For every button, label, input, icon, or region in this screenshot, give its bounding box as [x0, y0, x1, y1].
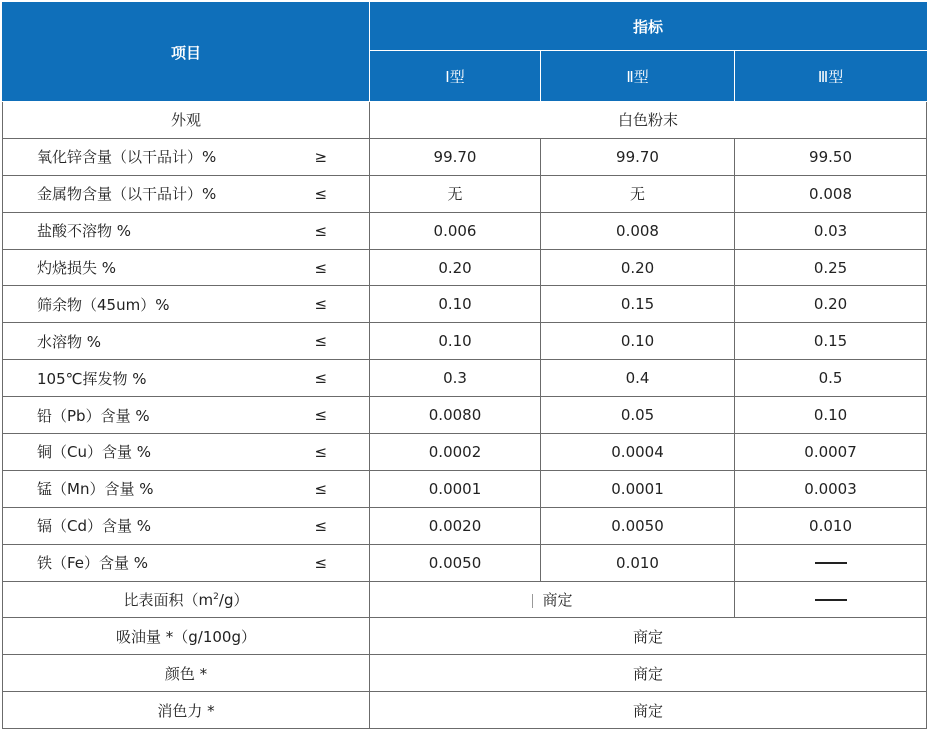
- row-name: 铁（Fe）含量 %: [3, 544, 303, 581]
- row-value-type-2: 0.15: [541, 286, 735, 323]
- row-operator: ≥: [303, 138, 370, 175]
- row-value-type-1: 0.0080: [370, 397, 541, 434]
- row-value-type-1: 0.20: [370, 249, 541, 286]
- row-value-type-1: 0.0001: [370, 470, 541, 507]
- table-row: [3, 360, 927, 397]
- table-row: [3, 470, 927, 507]
- row-value-type-3: 0.10: [735, 397, 927, 434]
- row-value-type-2: 0.0050: [541, 507, 735, 544]
- row-value-type-2: 0.010: [541, 544, 735, 581]
- table-row: [3, 175, 927, 212]
- row-value-type-1: 0.0050: [370, 544, 541, 581]
- row-value-type-2: 0.4: [541, 360, 735, 397]
- not-applicable-dash: [815, 562, 847, 564]
- row-value-type-1: 0.006: [370, 212, 541, 249]
- row-value-type-2: 99.70: [541, 138, 735, 175]
- row-value-type-3: 0.5: [735, 360, 927, 397]
- row-operator: ≤: [303, 544, 370, 581]
- row-value-type-2: 0.0001: [541, 470, 735, 507]
- row-name: 盐酸不溶物 %: [3, 212, 303, 249]
- row-value-type-1: 无: [370, 175, 541, 212]
- row-name: 水溶物 %: [3, 323, 303, 360]
- table-body: [3, 102, 927, 729]
- row-name: 氧化锌含量（以干品计）%: [3, 138, 303, 175]
- table-row: [3, 249, 927, 286]
- row-value-text: 商定: [542, 591, 573, 610]
- row-name: 筛余物（45um）%: [3, 286, 303, 323]
- row-value-type-3: 0.15: [735, 323, 927, 360]
- row-value-type-2: 0.008: [541, 212, 735, 249]
- table-row: [3, 692, 927, 729]
- row-value-type-2: 无: [541, 175, 735, 212]
- header-item: 项目: [3, 3, 370, 102]
- header-type-2: Ⅱ型: [541, 51, 735, 102]
- table-row: [3, 286, 927, 323]
- not-applicable-dash: [815, 599, 847, 601]
- row-name: 金属物含量（以干品计）%: [3, 175, 303, 212]
- row-value-type-3: 0.25: [735, 249, 927, 286]
- row-value-merged: [370, 581, 735, 618]
- row-name: 105℃挥发物 %: [3, 360, 303, 397]
- row-value-type-3: 0.0007: [735, 434, 927, 471]
- table-row: [3, 102, 927, 139]
- table-row: [3, 397, 927, 434]
- row-operator: ≤: [303, 470, 370, 507]
- row-value-type-3: 0.010: [735, 507, 927, 544]
- table-row: [3, 618, 927, 655]
- table-row: [3, 507, 927, 544]
- row-name: [3, 581, 370, 618]
- row-value: 商定: [370, 655, 927, 692]
- row-operator: ≤: [303, 434, 370, 471]
- row-operator: ≤: [303, 249, 370, 286]
- row-value: 商定: [370, 692, 927, 729]
- row-name: 消色力 *: [3, 692, 370, 729]
- row-name: 铅（Pb）含量 %: [3, 397, 303, 434]
- header-type-3: Ⅲ型: [735, 51, 927, 102]
- row-name: 镉（Cd）含量 %: [3, 507, 303, 544]
- zinc-oxide-spec-table: [2, 2, 927, 729]
- table-row: [3, 212, 927, 249]
- row-name: 灼烧损失 %: [3, 249, 303, 286]
- row-operator: ≤: [303, 397, 370, 434]
- row-name: 吸油量 *（g/100g）: [3, 618, 370, 655]
- row-operator: ≤: [303, 212, 370, 249]
- row-name: 外观: [3, 102, 370, 139]
- row-value-type-1: 0.10: [370, 286, 541, 323]
- row-value-type-3: 99.50: [735, 138, 927, 175]
- row-name: 颜色 *: [3, 655, 370, 692]
- row-operator: ≤: [303, 323, 370, 360]
- row-value-type-1: 0.0020: [370, 507, 541, 544]
- row-value-type-3: [735, 581, 927, 618]
- row-operator: ≤: [303, 175, 370, 212]
- row-value-type-1: 0.0002: [370, 434, 541, 471]
- row-value-type-1: 0.3: [370, 360, 541, 397]
- row-value-type-1: 0.10: [370, 323, 541, 360]
- spec-table-container: [2, 2, 926, 729]
- table-row: [3, 655, 927, 692]
- row-name: 锰（Mn）含量 %: [3, 470, 303, 507]
- row-name-part: /g）: [218, 591, 249, 610]
- header-indicator: 指标: [370, 3, 927, 51]
- row-value-type-3: 0.0003: [735, 470, 927, 507]
- row-value-type-3: 0.008: [735, 175, 927, 212]
- row-operator: ≤: [303, 507, 370, 544]
- row-value-type-2: 0.10: [541, 323, 735, 360]
- row-value-type-2: 0.05: [541, 397, 735, 434]
- row-value: 白色粉末: [370, 102, 927, 139]
- row-value-type-3: [735, 544, 927, 581]
- row-value-type-3: 0.20: [735, 286, 927, 323]
- row-operator: ≤: [303, 286, 370, 323]
- divider-mark: [532, 594, 533, 608]
- unit-superscript: 2: [213, 592, 219, 603]
- row-value-type-2: 0.20: [541, 249, 735, 286]
- row-operator: ≤: [303, 360, 370, 397]
- table-row: [3, 323, 927, 360]
- row-value-type-1: 99.70: [370, 138, 541, 175]
- table-row: [3, 138, 927, 175]
- row-name-part: 比表面积（m: [123, 591, 214, 610]
- row-value: 商定: [370, 618, 927, 655]
- row-name: 铜（Cu）含量 %: [3, 434, 303, 471]
- table-row: [3, 581, 927, 618]
- row-value-type-2: 0.0004: [541, 434, 735, 471]
- header-type-1: Ⅰ型: [370, 51, 541, 102]
- table-row: [3, 544, 927, 581]
- table-row: [3, 434, 927, 471]
- row-value-type-3: 0.03: [735, 212, 927, 249]
